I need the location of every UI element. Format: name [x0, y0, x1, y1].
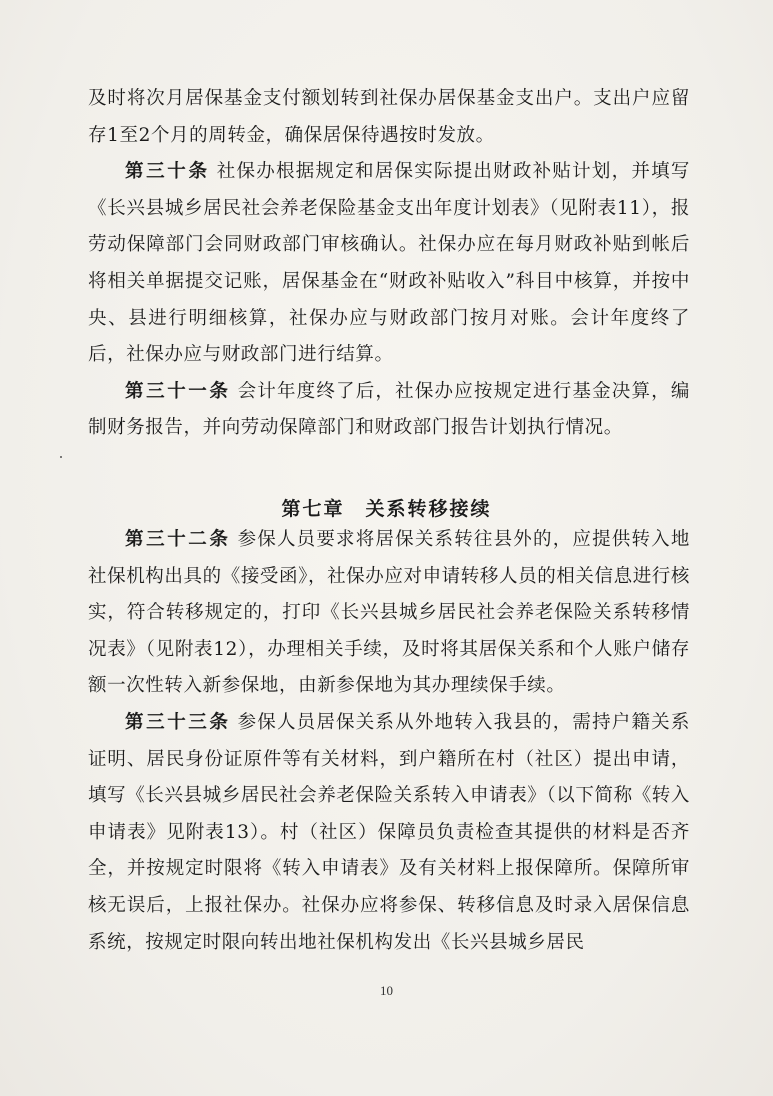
paragraph-continuation: 及时将次月居保基金支付额划转到社保办居保基金支出户。支出户应留存1至2个月的周转金，确保居保待遇按时发放。 — [88, 88, 690, 146]
page-number: 10 — [380, 983, 393, 998]
article-32-label: 第三十二条 — [125, 529, 231, 550]
article-33-text: 参保人员居保关系从外地转入我县的，需持户籍关系证明、居民身份证原件等有关材料，到户籍所在村（社区）提出申请，填写《长兴县城乡居民社会养老保险关系转入申请表》（以下简称《转入申请表》见附表13）。村（社区）保障员负责检查其提供的材料是否齐全，并按规定时限将《转入申请表》及有关材料上报保障所。保障所审核无误后，上报社保办。社保办应将参保、转移信息及时录入居保信息系统，按规定时限向转出地社保机构发出《长兴县城乡居民 — [88, 711, 690, 953]
article-33-label: 第三十三条 — [125, 711, 231, 733]
upper-text-block — [88, 81, 690, 447]
article-30-label: 第三十条 — [125, 161, 210, 183]
article-32-text: 参保人员要求将居保关系转往县外的，应提供转入地社保机构出具的《接受函》，社保办应对申请转移人员的相关信息进行核实，符合转移规定的，打印《长兴县城乡居民社会养老保险关系转移情况表》（见附表12），办理相关手续，及时将其居保关系和个人账户储存额一次性转入新参保地，由新参保地为其办理续保手续。 — [88, 529, 690, 697]
article-31-text: 会计年度终了后，社保办应按规定进行基金决算，编制财务报告，并向劳动保障部门和财政部门报告计划执行情况。 — [88, 380, 690, 439]
article-32-paragraph — [88, 522, 690, 705]
article-31-paragraph — [88, 374, 690, 447]
article-30-paragraph — [88, 154, 690, 374]
article-31-label: 第三十一条 — [125, 380, 231, 402]
scan-speck — [60, 456, 62, 458]
article-33-paragraph — [88, 705, 690, 961]
lower-text-block — [88, 522, 690, 961]
article-30-text: 社保办根据规定和居保实际提出财政补贴计划，并填写《长兴县城乡居民社会养老保险基金支出年度计划表》（见附表11），报劳动保障部门会同财政部门审核确认。社保办应在每月财政补贴到帐后将相关单据提交记账，居保基金在“财政补贴收入”科目中核算，并按中央、县进行明细核算，社保办应与财政部门按月对账。会计年度终了后，社保办应与财政部门进行结算。 — [88, 161, 690, 366]
chapter-title: 第七章 关系转移接续 — [281, 498, 492, 520]
